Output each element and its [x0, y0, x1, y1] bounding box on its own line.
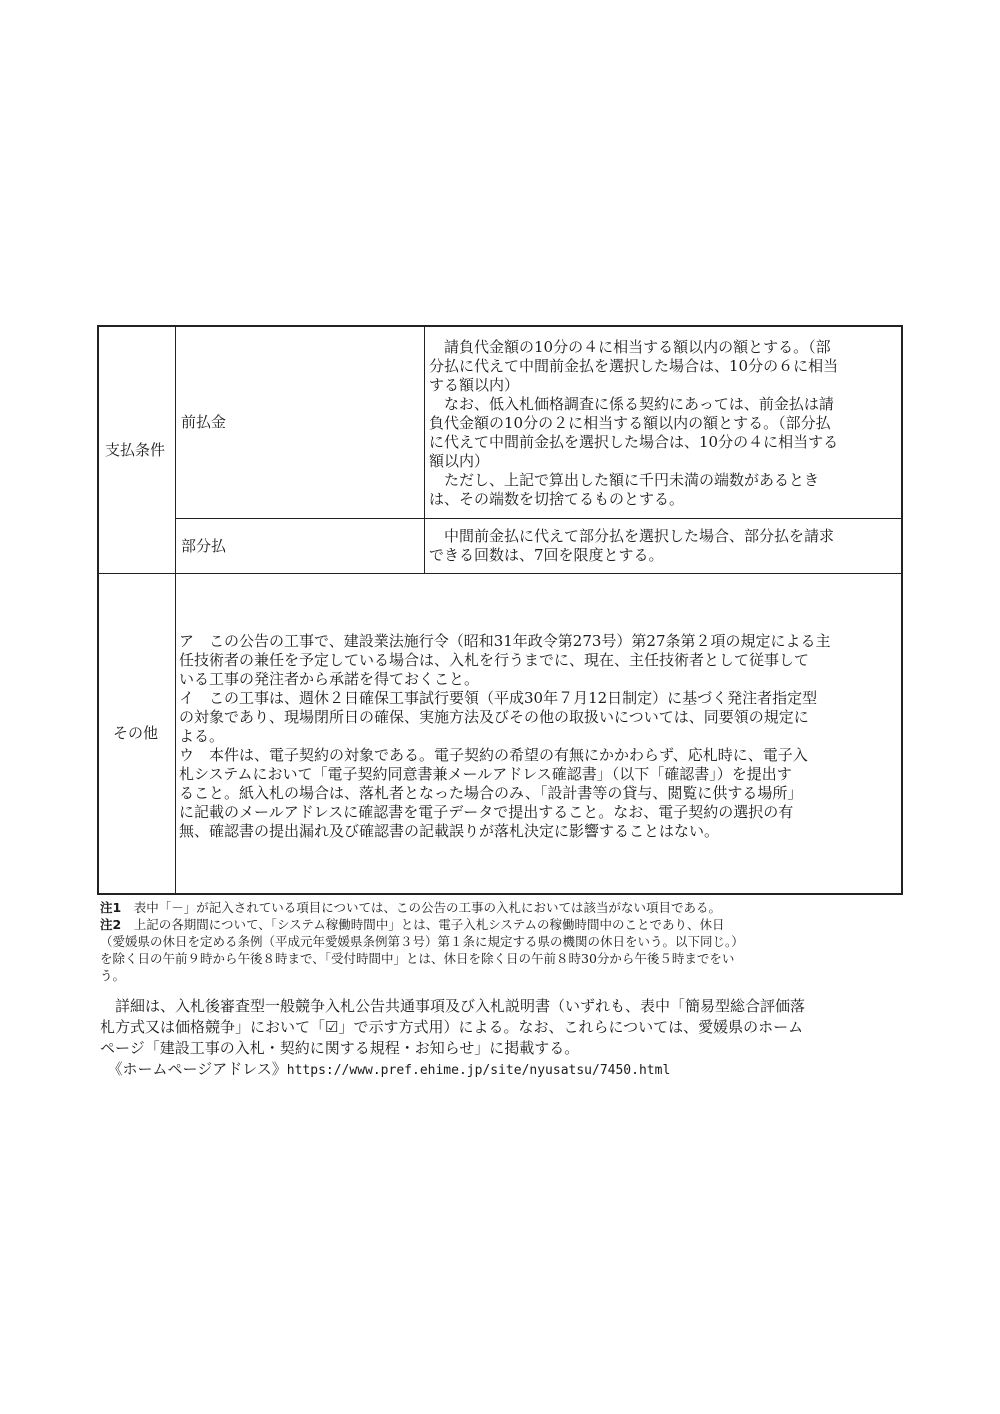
conditions-table — [97, 325, 903, 895]
text-line: できる回数は、7回を限度とする。 — [429, 546, 664, 564]
text-line: いる工事の発注者から承諾を得ておくこと。 — [179, 670, 480, 688]
text-line: する額以内） — [429, 376, 520, 394]
details-line: 札方式又は価格競争」において「☑」で示す方式用）による。なお、これらについては、愛媛県のホーム — [100, 1018, 804, 1036]
details-line: ページ「建設工事の入札・契約に関する規程・お知らせ」に掲載する。 — [100, 1039, 580, 1057]
text-line: 請負代金額の10分の４に相当する額以内の額とする。（部 — [429, 338, 831, 356]
partial-payment-label: 部分払 — [181, 536, 227, 555]
note-2-line: （愛媛県の休日を定める条例（平成元年愛媛県条例第３号）第１条に規定する県の機関の休日をいう。以下同じ。） — [100, 934, 744, 949]
payment-conditions-label: 支払条件 — [105, 440, 166, 459]
note-1 — [100, 899, 900, 916]
note-2 — [100, 916, 900, 933]
text-line: なお、低入札価格調査に係る契約にあっては、前金払は請 — [429, 395, 834, 413]
text-line: 任技術者の兼任を予定している場合は、入札を行うまでに、現在、主任技術者として従事して — [179, 651, 810, 669]
homepage-url[interactable]: https://www.pref.ehime.jp/site/nyusatsu/7450.html — [286, 1063, 671, 1078]
text-line: は、その端数を切捨てるものとする。 — [429, 490, 685, 508]
text-line: ウ 本件は、電子契約の対象である。電子契約の希望の有無にかかわらず、応札時に、電子入 — [179, 746, 808, 764]
text-line: ること。紙入札の場合は、落札者となった場合のみ、「設計書等の貸与、閲覧に供する場所」 — [179, 784, 803, 802]
text-line: ア この公告の工事で、建設業法施行令（昭和31年政令第273号）第27条第２項の規定による主 — [179, 632, 831, 650]
advance-payment-label: 前払金 — [181, 413, 227, 431]
row-divider-other — [99, 573, 901, 574]
text-line: よる。 — [179, 727, 225, 745]
note-2-line: を除く日の午前９時から午後８時まで、「受付時間中」とは、休日を除く日の午前８時30分から午後５時までをい — [100, 951, 735, 966]
text-line: に記載のメールアドレスに確認書を電子データで提出すること。なお、電子契約の選択の有 — [179, 803, 794, 821]
text-line: ただし、上記で算出した額に千円未満の端数があるとき — [429, 471, 820, 489]
partial-payment-text — [429, 527, 899, 565]
homepage-address — [100, 1059, 900, 1081]
note-2-line: う。 — [100, 968, 126, 983]
other-label: その他 — [113, 724, 159, 742]
text-line: 分払に代えて中間前金払を選択した場合は、10分の６に相当 — [429, 357, 839, 375]
text-line: 負代金額の10分の２に相当する額以内の額とする。（部分払 — [429, 414, 831, 432]
text-line: 中間前金払に代えて部分払を選択した場合、部分払を請求 — [429, 527, 835, 545]
note-2-text: 上記の各期間について、「システム稼働時間中」とは、電子入札システムの稼働時間中のことであり、休日 — [121, 917, 725, 932]
note-2-label: 注2 — [100, 917, 122, 932]
text-line: に代えて中間前金払を選択した場合は、10分の４に相当する — [429, 433, 839, 451]
note-1-label: 注1 — [100, 900, 122, 915]
text-line: 無、確認書の提出漏れ及び確認書の記載誤りが落札決定に影響することはない。 — [179, 822, 720, 840]
homepage-address-label: 《ホームページアドレス》 — [100, 1060, 287, 1078]
notes — [100, 899, 900, 984]
other-text — [179, 632, 899, 841]
col-divider-2 — [424, 327, 425, 573]
text-line: の対象であり、現場閉所日の確保、実施方法及びその他の取扱いについては、同要領の規定に — [179, 708, 809, 726]
details-paragraph — [100, 996, 900, 1081]
text-line: イ この工事は、週休２日確保工事試行要領（平成30年７月12日制定）に基づく発注者指定型 — [179, 689, 818, 707]
details-line: 詳細は、入札後審査型一般競争入札公告共通事項及び入札説明書（いずれも、表中「簡易型総合評価落 — [100, 997, 806, 1015]
advance-payment-text — [429, 338, 899, 509]
text-line: 額以内） — [429, 452, 490, 470]
note-1-text: 表中「－」が記入されている項目については、この公告の工事の入札においては該当がない項目である。 — [121, 900, 721, 915]
col-divider-1 — [175, 327, 176, 893]
text-line: 札システムにおいて「電子契約同意書兼メールアドレス確認書」（以下「確認書」）を提出す — [179, 765, 792, 783]
